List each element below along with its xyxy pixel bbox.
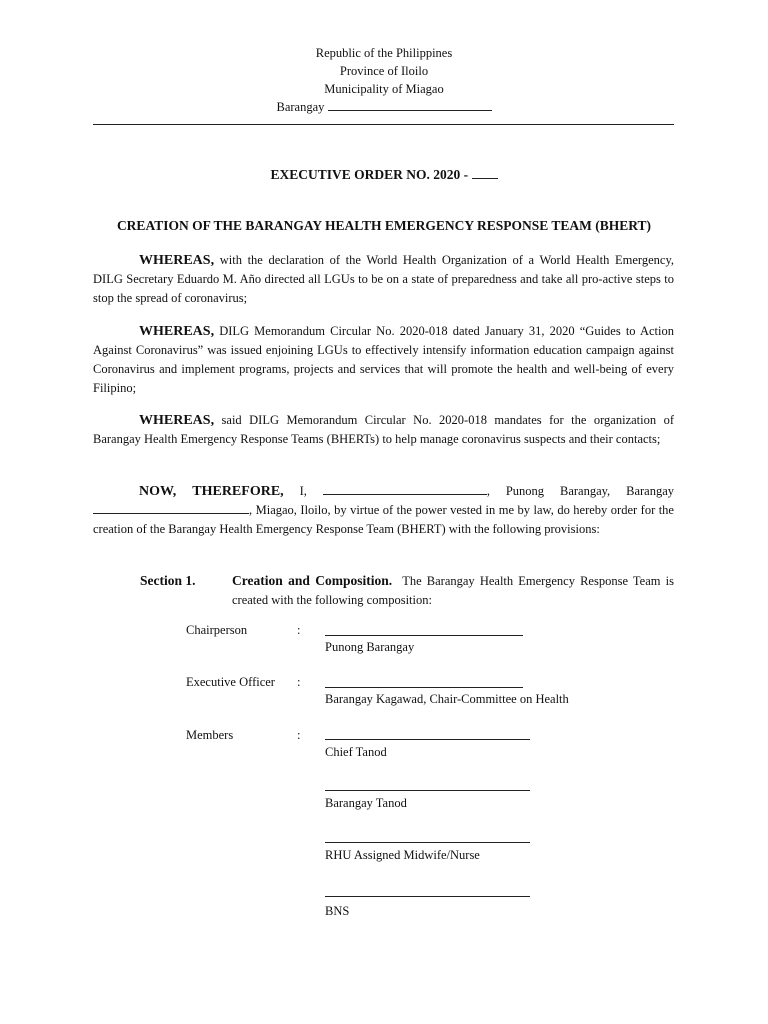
whereas-paragraph [93, 251, 674, 308]
signature-line [325, 790, 530, 791]
role-label: RHU Assigned Midwife/Nurse [325, 848, 480, 862]
role-label: BNS [325, 904, 350, 918]
executive-officer-label: Executive Officer [186, 675, 275, 689]
role-label: Barangay Tanod [325, 796, 407, 810]
signature-line [325, 687, 523, 688]
barangay-blank [93, 501, 249, 514]
whereas-text: with the declaration of the World Health Organization of a World Health Emergency, DILG Secretary Eduardo M. Año directed all LGUs to be on a state of preparedness and take all pro-active steps to stop the spread of coronavirus; [93, 253, 675, 305]
now-therefore-i: I, [299, 484, 307, 498]
section-body [232, 571, 674, 610]
whereas-text: said DILG Memorandum Circular No. 2020-018 mandates for the organization of Barangay Health Emergency Response Teams (BHERTs) to help manage coronavirus suspects and their contacts; [93, 413, 674, 446]
header-municipality: Municipality of Miagao [324, 82, 444, 96]
whereas-lead: WHEREAS, [139, 413, 215, 428]
whereas-text: DILG Memorandum Circular No. 2020-018 dated January 31, 2020 “Guides to Action Against Coronavirus” was issued enjoining LGUs to effectively intensify information education campaign against Coronavirus and implement programs, projects and services that will promote the health and well-being of every Filipino; [93, 324, 675, 395]
signature-line [325, 635, 523, 636]
now-therefore-lead: NOW, THEREFORE, [139, 484, 284, 499]
signature-line [325, 842, 530, 843]
section-heading: Creation and Composition. [232, 573, 393, 588]
barangay-name-blank [328, 98, 492, 111]
colon: : [297, 728, 301, 742]
members-label: Members [186, 728, 234, 742]
now-therefore-role: , Punong Barangay, Barangay [486, 484, 674, 498]
role-label: Chief Tanod [325, 745, 387, 759]
order-number-text: EXECUTIVE ORDER NO. 2020 - [270, 167, 469, 182]
whereas-lead: WHEREAS, [139, 253, 215, 268]
colon: : [297, 675, 301, 689]
signature-line [325, 896, 530, 897]
order-number [0, 166, 768, 183]
now-therefore-text: , Miagao, Iloilo, by virtue of the power vested in me by law, do hereby order for the creation of the Barangay Health Emergency Response Team (BHERT) with the following provisions: [93, 503, 674, 536]
whereas-paragraph [93, 322, 674, 398]
role-label: Barangay Kagawad, Chair-Committee on Health [325, 692, 569, 706]
section-text: The Barangay Health Emergency Response Team is created with the following composition: [232, 574, 674, 607]
whereas-lead: WHEREAS, [139, 324, 215, 339]
header-divider [93, 124, 674, 125]
role-label: Punong Barangay [325, 640, 415, 654]
section-number [140, 571, 196, 591]
header-country: Republic of the Philippines [315, 46, 453, 60]
whereas-paragraph [93, 411, 674, 449]
colon: : [297, 623, 301, 637]
barangay-label: Barangay [276, 100, 325, 114]
order-number-blank [472, 166, 498, 179]
section-number-text: Section 1. [140, 573, 196, 588]
signature-line [325, 739, 530, 740]
header-province: Province of Iloilo [339, 64, 429, 78]
now-therefore-paragraph [93, 482, 674, 539]
order-title: CREATION OF THE BARANGAY HEALTH EMERGENCY RESPONSE TEAM (BHERT) [116, 218, 652, 233]
chairperson-label: Chairperson [186, 623, 248, 637]
header-barangay [0, 98, 768, 116]
punong-barangay-name-blank [323, 482, 487, 495]
